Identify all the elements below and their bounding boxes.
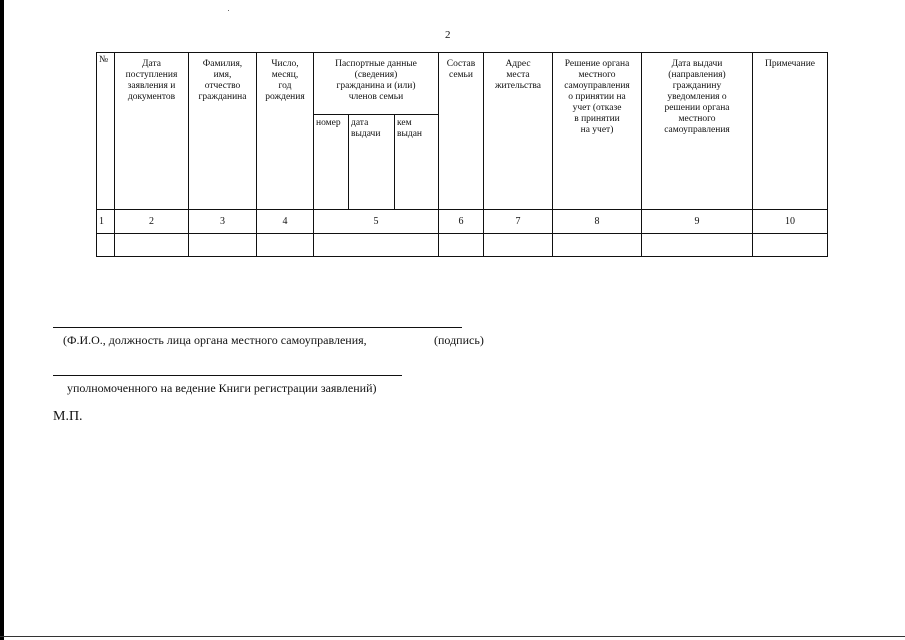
column-number-cell: 3 <box>189 210 257 234</box>
header-passport: Паспортные данные (сведения) гражданина и (или) членов семьи <box>314 53 439 115</box>
signature-caption-sign: (подпись) <box>434 333 484 347</box>
signature-caption-authority: уполномоченного на ведение Книги регистрации заявлений) <box>67 381 377 395</box>
header-no: № <box>97 53 115 210</box>
table-cell <box>97 234 115 257</box>
table-cell <box>115 234 189 257</box>
table-header-row <box>97 53 828 115</box>
signature-line <box>53 327 462 328</box>
table-cell <box>753 234 828 257</box>
subheader-passport-issue-date: дата выдачи <box>349 115 395 210</box>
stamp-label: М.П. <box>53 409 83 424</box>
column-number-cell: 2 <box>115 210 189 234</box>
column-number-row <box>97 210 828 234</box>
header-birth-date: Число, месяц, год рождения <box>257 53 314 210</box>
page-number: 2 <box>445 29 451 41</box>
column-number-cell: 5 <box>314 210 439 234</box>
column-number-cell: 1 <box>97 210 115 234</box>
signature-caption-name: (Ф.И.О., должность лица органа местного самоуправления, <box>63 333 367 347</box>
signature-line-2 <box>53 375 402 376</box>
table-cell <box>257 234 314 257</box>
column-number-cell: 6 <box>439 210 484 234</box>
table-cell <box>189 234 257 257</box>
scan-speck <box>228 10 229 11</box>
column-number-cell: 7 <box>484 210 553 234</box>
header-full-name: Фамилия, имя, отчество гражданина <box>189 53 257 210</box>
header-family: Состав семьи <box>439 53 484 210</box>
header-decision: Решение органа местного самоуправления о принятии на учет (отказе в принятии на учет) <box>553 53 642 210</box>
column-number-cell: 8 <box>553 210 642 234</box>
table-cell <box>484 234 553 257</box>
header-issue-date: Дата выдачи (направления) гражданину уведомления о решении органа местного самоуправления <box>642 53 753 210</box>
table-cell <box>642 234 753 257</box>
page-bottom-edge <box>0 636 905 637</box>
header-address: Адрес места жительства <box>484 53 553 210</box>
column-number-cell: 4 <box>257 210 314 234</box>
header-date-received: Дата поступления заявления и документов <box>115 53 189 210</box>
table-cell <box>439 234 484 257</box>
table-cell <box>314 234 439 257</box>
register-table <box>96 52 828 257</box>
header-note: Примечание <box>753 53 828 210</box>
column-number-cell: 10 <box>753 210 828 234</box>
table-row <box>97 234 828 257</box>
subheader-passport-number: номер <box>314 115 349 210</box>
table-cell <box>553 234 642 257</box>
page-left-edge <box>0 0 4 640</box>
subheader-passport-issued-by: кем выдан <box>395 115 439 210</box>
column-number-cell: 9 <box>642 210 753 234</box>
